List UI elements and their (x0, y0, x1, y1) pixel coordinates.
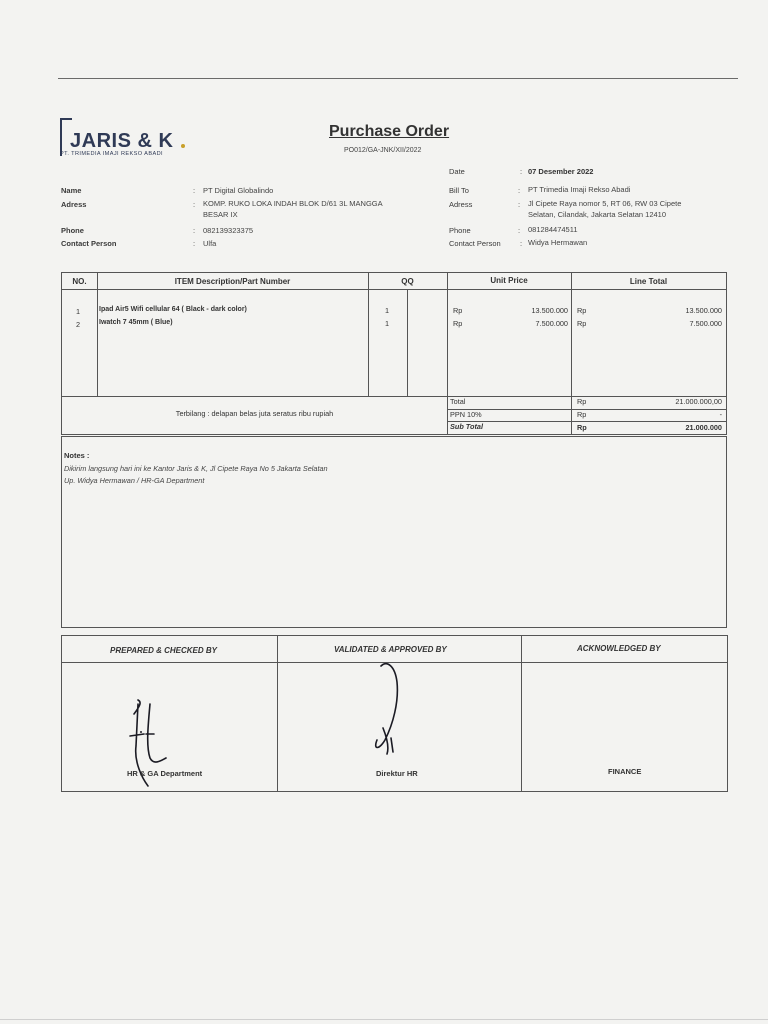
row-line-currency: Rp (577, 319, 587, 328)
vendor-name-colon: : (193, 186, 196, 195)
bill-to-label: Bill To (449, 186, 469, 195)
row-description: Iwatch 7 45mm ( Blue) (99, 319, 173, 326)
vendor-phone-label: Phone (61, 226, 84, 235)
header-description: ITEM Description/Part Number (174, 277, 291, 286)
row-line-currency: Rp (577, 306, 587, 315)
ppn-currency: Rp (577, 410, 587, 419)
bill-to-colon: : (518, 186, 521, 195)
notes-line-2: Up. Widya Hermawan / HR-GA Department (64, 476, 205, 485)
logo-dot (181, 144, 185, 148)
bill-to-phone-colon: : (518, 226, 521, 235)
vendor-address-colon: : (193, 200, 196, 209)
acknowledged-header: ACKNOWLEDGED BY (577, 644, 661, 653)
bill-to-contact: Widya Hermawan (528, 238, 588, 247)
vendor-contact-colon: : (193, 239, 196, 248)
subtotal-label: Sub Total (450, 422, 483, 431)
validated-header: VALIDATED & APPROVED BY (334, 645, 447, 654)
date-colon: : (520, 167, 523, 176)
terbilang-text: Terbilang : delapan belas juta seratus ribu rupiah (175, 409, 334, 418)
vendor-contact: Ulfa (203, 239, 217, 248)
page-title: Purchase Order (329, 123, 450, 140)
col-divider-no (97, 273, 98, 396)
signature-col-divider-2 (521, 636, 522, 791)
po-number: PO012/GA-JNK/XII/2022 (344, 147, 422, 154)
row-description: Ipad Air5 Wifi cellular 64 ( Black - dark color) (99, 306, 247, 313)
row-unit-price: 13.500.000 (531, 306, 568, 315)
top-divider (58, 78, 738, 79)
bill-to-contact-colon: : (520, 239, 523, 248)
logo-name: JARIS & K (70, 130, 174, 152)
bill-to-phone: 081284474511 (528, 225, 578, 234)
header-qty: QQ (401, 277, 414, 286)
notes-box (61, 436, 727, 628)
bill-to-name: PT Trimedia Imaji Rekso Abadi (528, 185, 631, 194)
col-divider-qty-inner (407, 289, 408, 396)
date-value: 07 Desember 2022 (528, 167, 594, 176)
signature-col-divider-1 (277, 636, 278, 791)
acknowledged-by: FINANCE (608, 767, 642, 776)
date-label: Date (449, 167, 465, 176)
bill-to-contact-label: Contact Person (449, 239, 501, 248)
row-qty: 1 (385, 319, 390, 328)
bill-to-address-colon: : (518, 200, 521, 209)
total-currency: Rp (577, 397, 587, 406)
ppn-value: - (719, 410, 722, 419)
prepared-signature (120, 686, 190, 796)
header-line-total: Line Total (629, 277, 668, 286)
vendor-phone: 082139323375 (203, 226, 254, 235)
company-logo (60, 118, 200, 160)
vendor-address-label: Adress (61, 200, 87, 209)
ppn-divider (447, 421, 726, 422)
notes-title: Notes : (64, 451, 90, 460)
vendor-address-line2: BESAR IX (203, 210, 238, 219)
subtotal-value: 21.000.000 (685, 423, 722, 432)
subtotal-currency: Rp (577, 423, 587, 432)
row-no: 2 (76, 320, 81, 329)
total-label: Total (450, 397, 466, 406)
bottom-divider (0, 1019, 768, 1020)
row-line-total: 13.500.000 (685, 306, 722, 315)
prepared-by: HR & GA Department (127, 769, 203, 778)
vendor-name: PT Digital Globalindo (203, 186, 274, 195)
prepared-header: PREPARED & CHECKED BY (110, 646, 217, 655)
header-no: NO. (72, 277, 87, 286)
total-value: 21.000.000,00 (675, 397, 722, 406)
row-qty: 1 (385, 306, 390, 315)
col-divider-desc (368, 273, 369, 396)
row-unit-currency: Rp (453, 306, 463, 315)
bill-to-address-line1: Jl Cipete Raya nomor 5, RT 06, RW 03 Cipete (528, 199, 682, 208)
bill-to-address-line2: Selatan, Cilandak, Jakarta Selatan 12410 (528, 210, 667, 219)
bill-to-phone-label: Phone (449, 226, 471, 235)
logo-subtitle: PT. TRIMEDIA IMAJI REKSO ABADI (60, 151, 163, 157)
validated-signature (365, 658, 415, 758)
vendor-phone-colon: : (193, 226, 196, 235)
ppn-label: PPN 10% (450, 410, 482, 419)
row-unit-price: 7.500.000 (535, 319, 568, 328)
header-divider (62, 289, 726, 290)
validated-by: Direktur HR (376, 769, 418, 778)
notes-line-1: Dikirim langsung hari ini ke Kantor Jaris & K, Jl Cipete Raya No 5 Jakarta Selatan (64, 464, 328, 473)
header-unit-price: Unit Price (490, 276, 528, 285)
row-no: 1 (76, 307, 81, 316)
row-unit-currency: Rp (453, 319, 463, 328)
vendor-contact-label: Contact Person (61, 239, 117, 248)
vendor-address-line1: KOMP. RUKO LOKA INDAH BLOK D/61 3L MANGGA (203, 199, 383, 208)
row-line-total: 7.500.000 (689, 319, 722, 328)
bill-to-address-label: Adress (449, 200, 473, 209)
items-table (61, 272, 727, 435)
vendor-name-label: Name (61, 186, 82, 195)
signature-table (61, 635, 728, 792)
